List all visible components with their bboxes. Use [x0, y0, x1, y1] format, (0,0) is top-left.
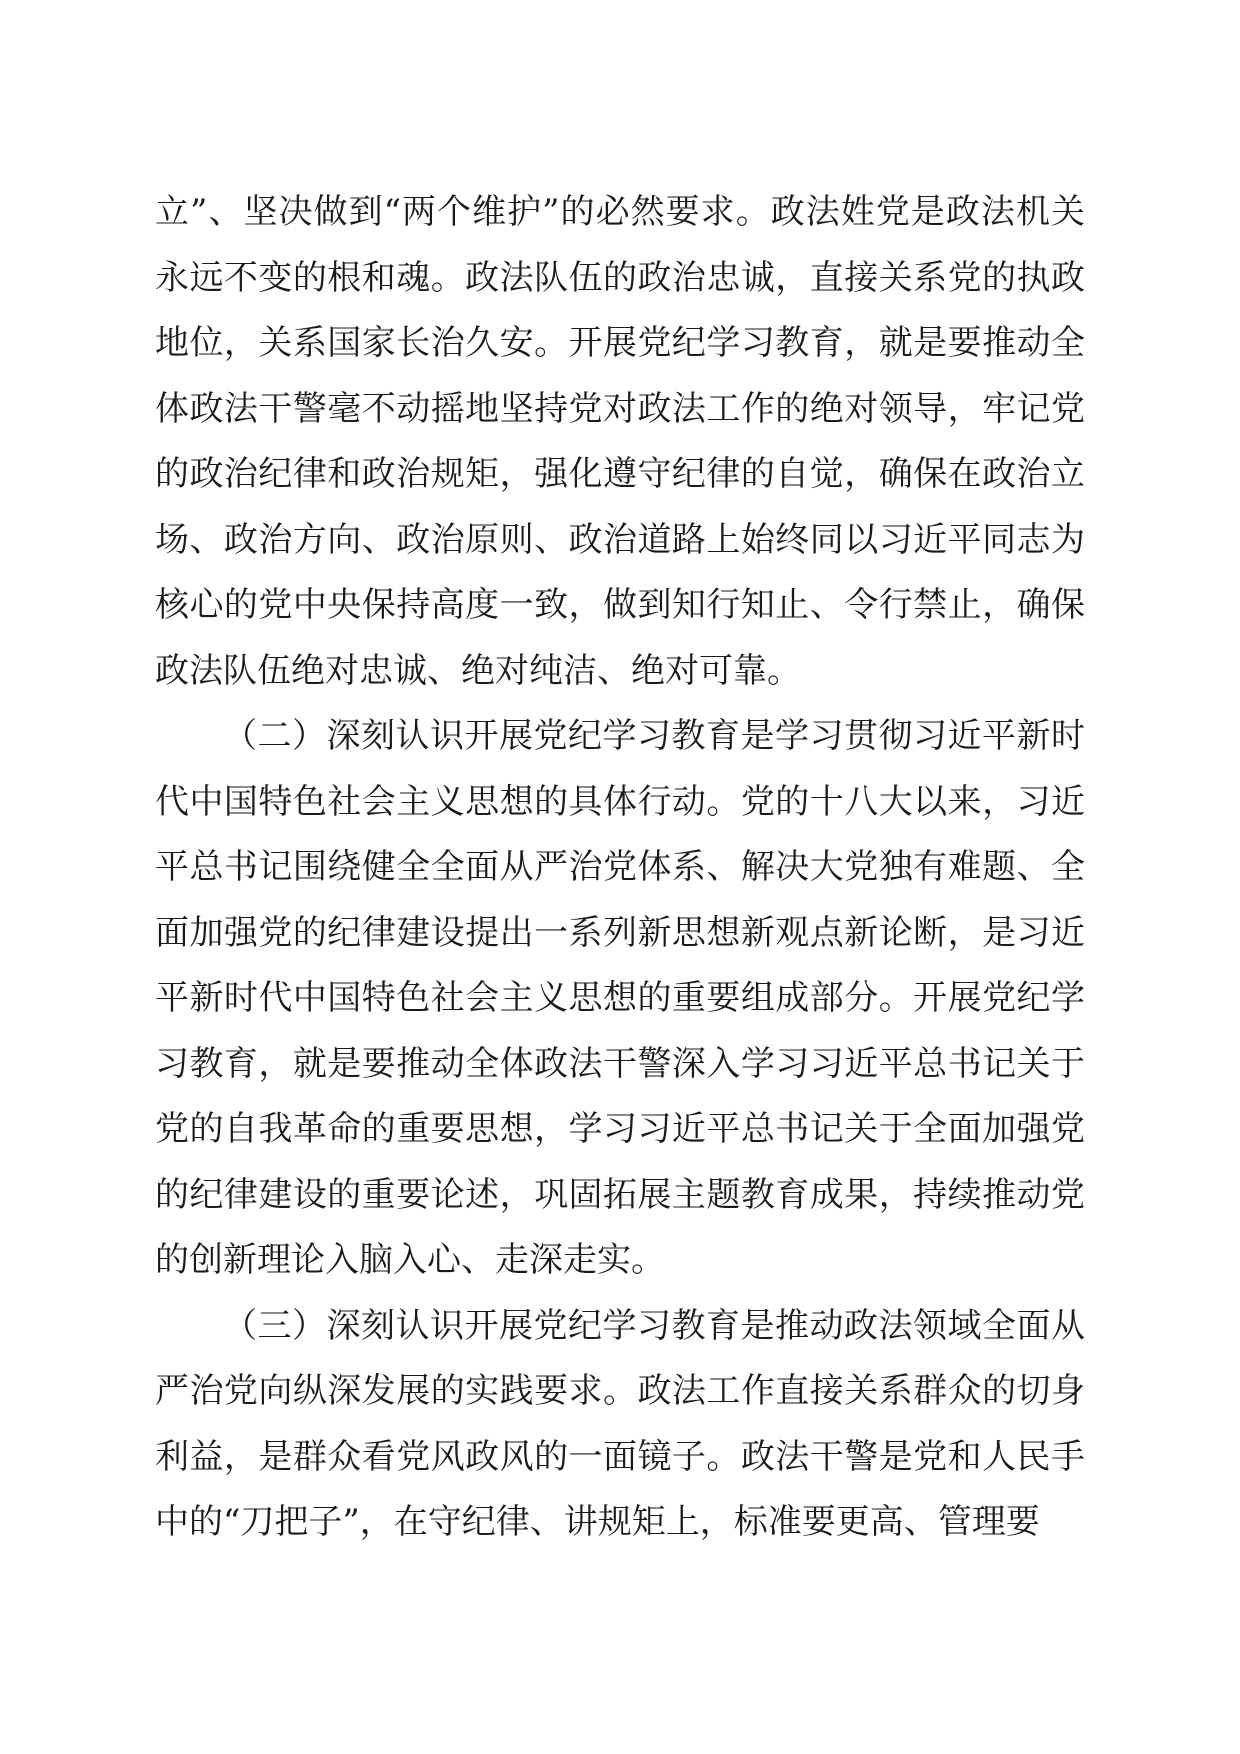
paragraph-section-two: （二）深刻认识开展党纪学习教育是学习贯彻习近平新时代中国特色社会主义思想的具体行动。党的十八大以来，习近平总书记围绕健全全面从严治党体系、解决大党独有难题、全面加强党的纪律建设提出一系列新思想新观点新论断，是习近平新时代中国特色社会主义思想的重要组成部分。开展党纪学习教育，就是要推动全体政法干警深入学习习近平总书记关于党的自我革命的重要思想，学习习近平总书记关于全面加强党的纪律建设的重要论述，巩固拓展主题教育成果，持续推动党的创新理论入脑入心、走深走实。 [155, 716, 1085, 1280]
paragraph-section-three: （三）深刻认识开展党纪学习教育是推动政法领域全面从严治党向纵深发展的实践要求。政法工作直接关系群众的切身利益，是群众看党风政风的一面镜子。政法干警是党和人民手中的“刀把子”，在守纪律、讲规矩上，标准要更高、管理要 [155, 1305, 1085, 1542]
document-body [155, 180, 1085, 1556]
paragraph-continued: 立”、坚决做到“两个维护”的必然要求。政法姓党是政法机关永远不变的根和魂。政法队伍的政治忠诚，直接关系党的执政地位，关系国家长治久安。开展党纪学习教育，就是要推动全体政法干警毫不动摇地坚持党对政法工作的绝对领导，牢记党的政治纪律和政治规矩，强化遵守纪律的自觉，确保在政治立场、政治方向、政治原则、政治道路上始终同以习近平同志为核心的党中央保持高度一致，做到知行知止、令行禁止，确保政法队伍绝对忠诚、绝对纯洁、绝对可靠。 [155, 192, 1085, 691]
